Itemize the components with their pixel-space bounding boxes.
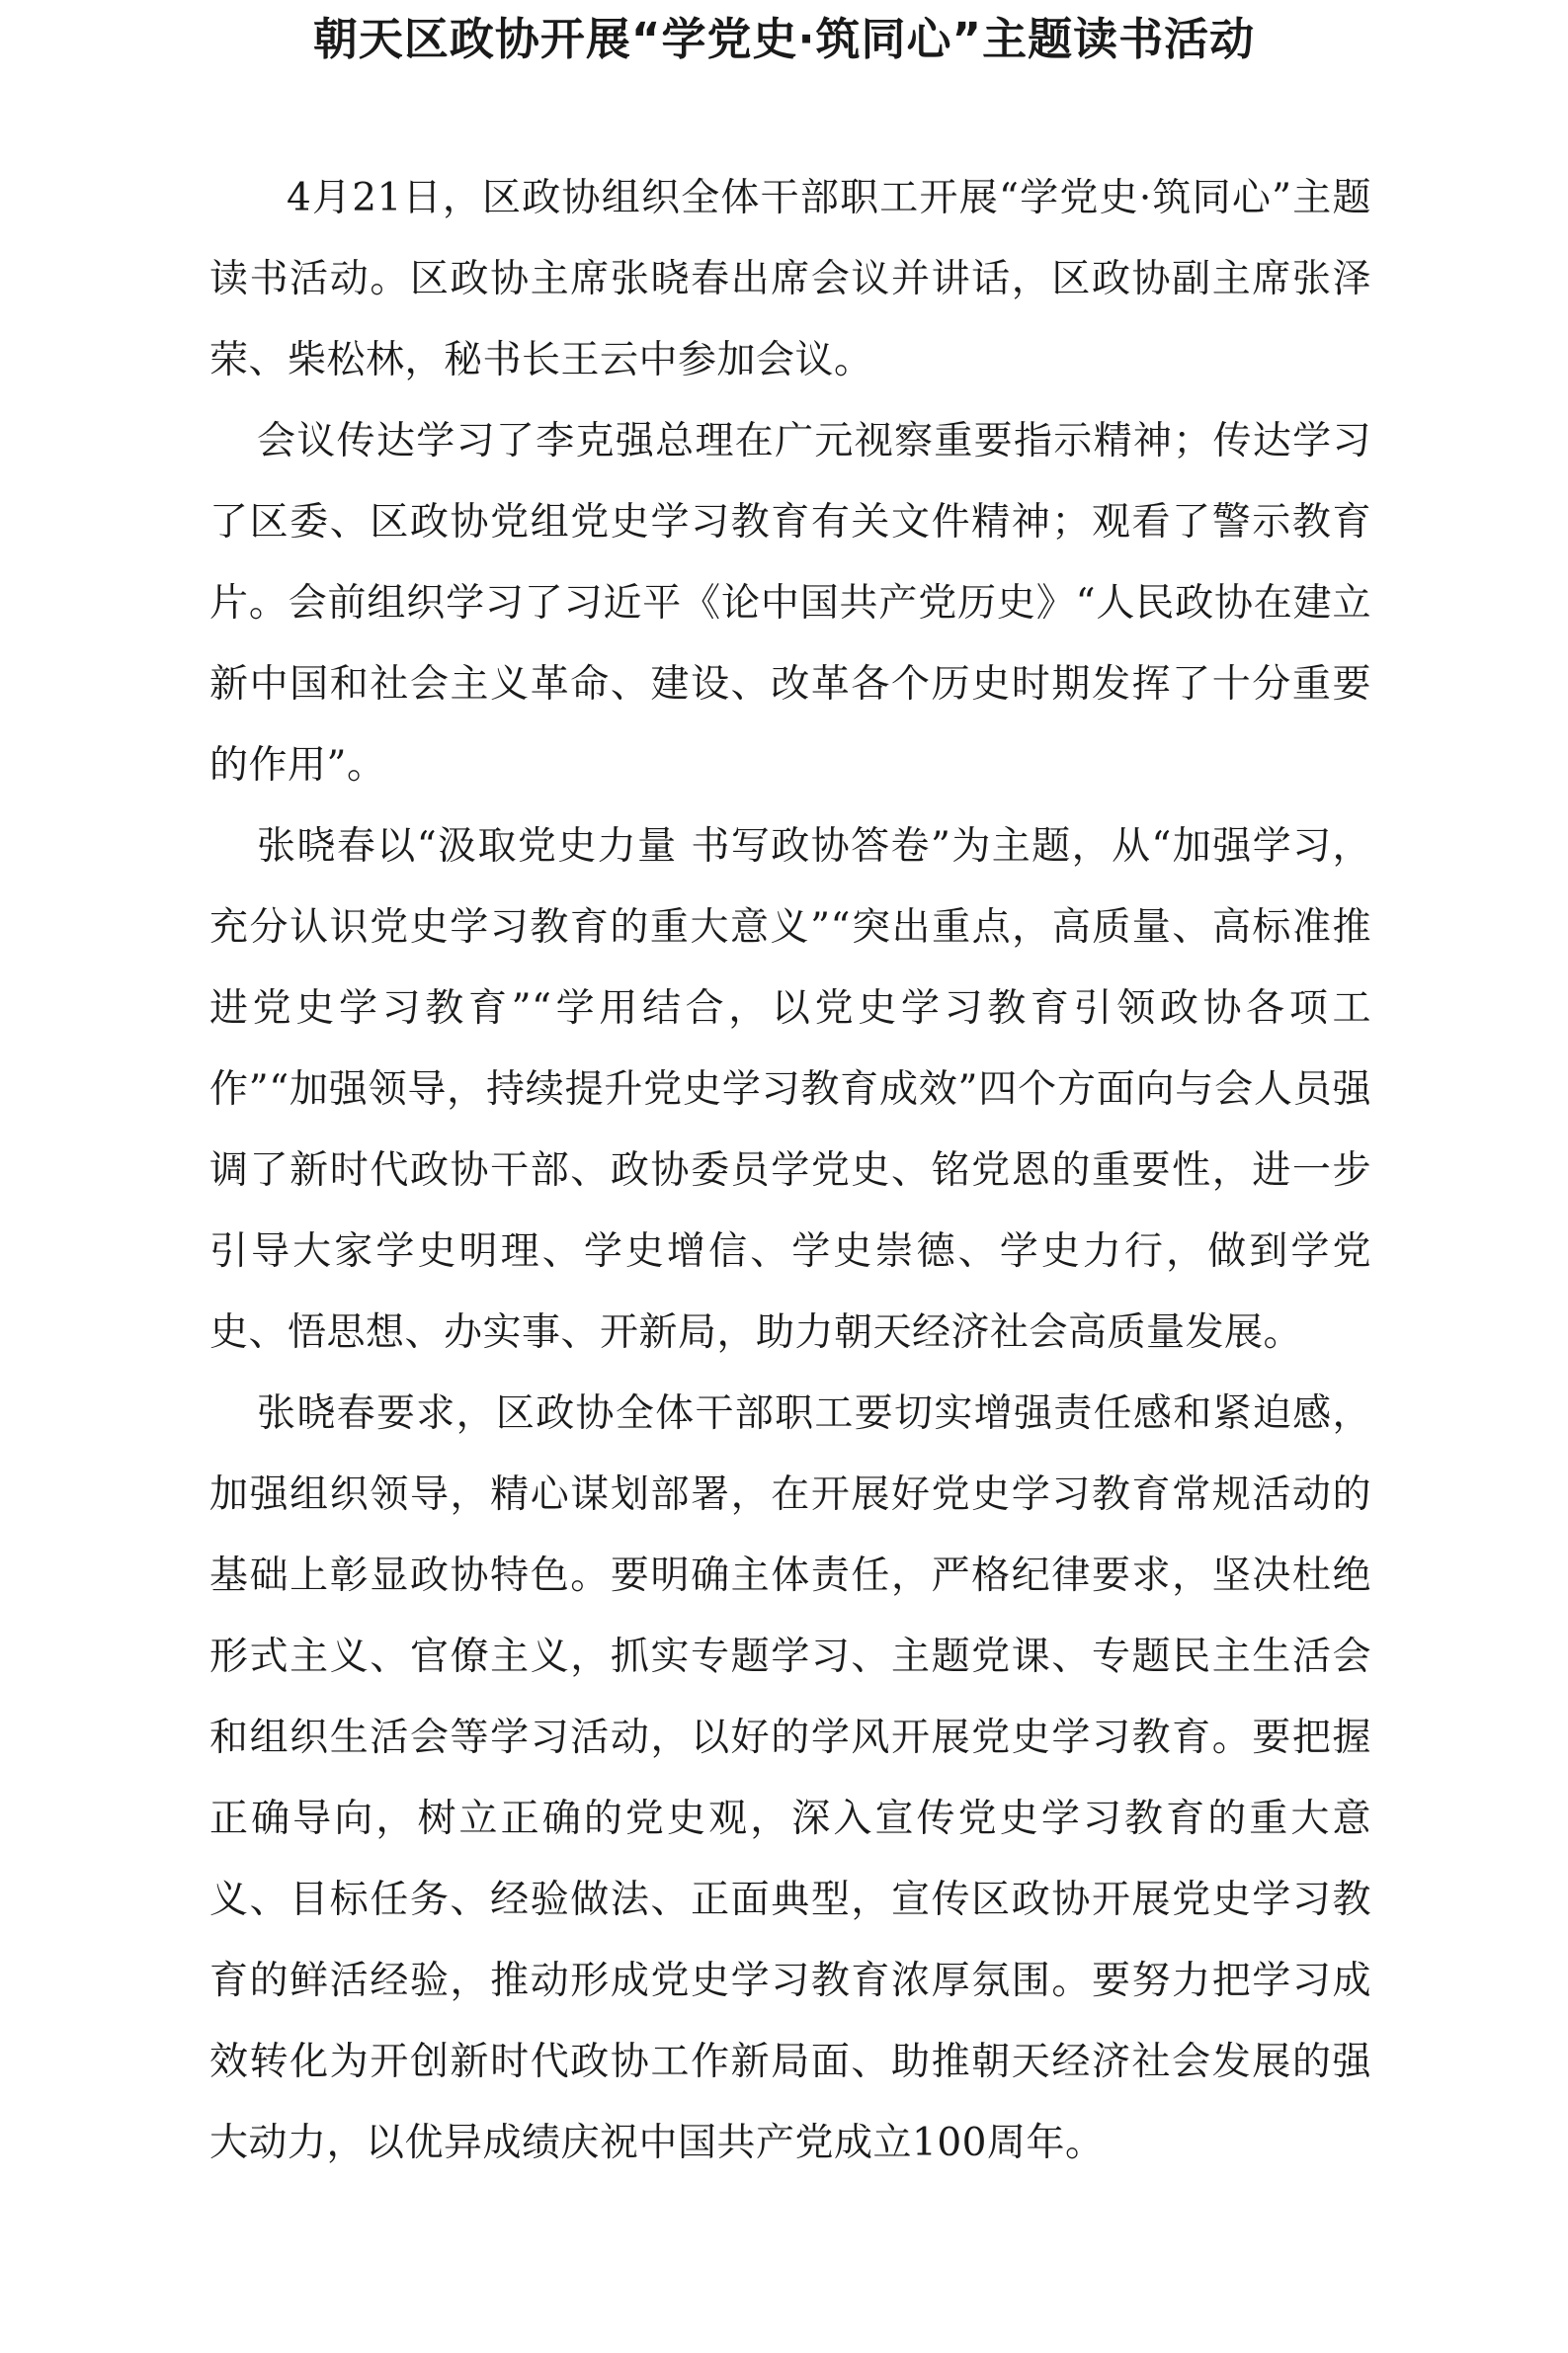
paragraph-meeting-content: 会议传达学习了李克强总理在广元视察重要指示精神；传达学习了区委、区政协党组党史学习教育有关文件精神；观看了警示教育片。会前组织学习了习近平《论中国共产党历史》“人民政协在建立新中国和社会主义革命、建设、改革各个历史时期发挥了十分重要的作用”。 — [209, 419, 1371, 788]
paragraph-speech-theme: 张晓春以“汲取党史力量 书写政协答卷”为主题，从“加强学习，充分认识党史学习教育的重大意义”“突出重点，高质量、高标准推进党史学习教育”“学用结合，以党史学习教育引领政协各项工作”“加强领导，持续提升党史学习教育成效”四个方面向与会人员强调了新时代政协干部、政协委员学党史、铭党恩的重要性，进一步引导大家学史明理、学史增信、学史崇德、学史力行，做到学党史、悟思想、办实事、开新局，助力朝天经济社会高质量发展。 — [209, 824, 1371, 1355]
paragraph-meeting-overview: 4月21日，区政协组织全体干部职工开展“学党史·筑同心”主题读书活动。区政协主席张晓春出席会议并讲话，区政协副主席张泽荣、柴松林，秘书长王云中参加会议。 — [209, 176, 1371, 382]
document-title: 朝天区政协开展“学党史·筑同心”主题读书活动 — [312, 13, 1256, 65]
document-body — [209, 158, 1371, 2184]
paragraph-requirements: 张晓春要求，区政协全体干部职工要切实增强责任感和紧迫感，加强组织领导，精心谋划部署，在开展好党史学习教育常规活动的基础上彰显政协特色。要明确主体责任，严格纪律要求，坚决杜绝形式主义、官僚主义，抓实专题学习、主题党课、专题民主生活会和组织生活会等学习活动，以好的学风开展党史学习教育。要把握正确导向，树立正确的党史观，深入宣传党史学习教育的重大意义、目标任务、经验做法、正面典型，宣传区政协开展党史学习教育的鲜活经验，推动形成党史学习教育浓厚氛围。要努力把学习成效转化为开创新时代政协工作新局面、助推朝天经济社会发展的强大动力，以优异成绩庆祝中国共产党成立100周年。 — [209, 1391, 1371, 2165]
